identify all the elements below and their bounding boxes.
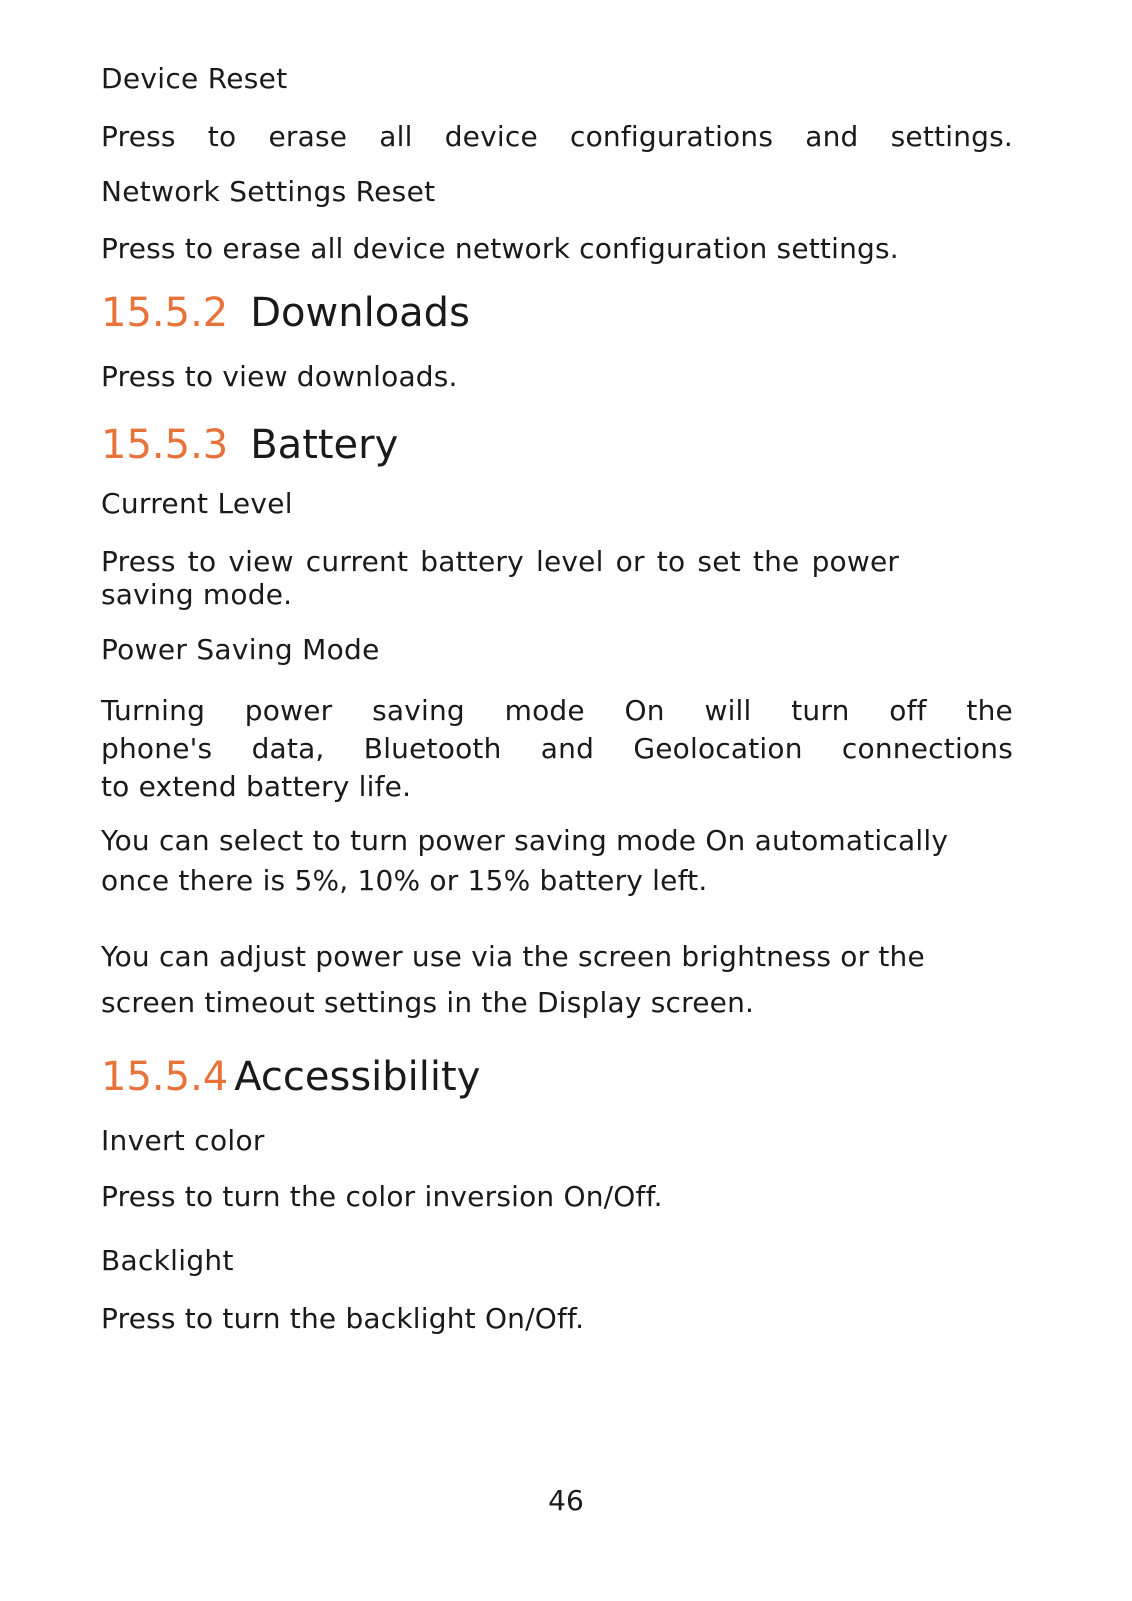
network-reset-text: Press to erase all device network configuration settings. xyxy=(101,232,899,265)
backlight-heading: Backlight xyxy=(101,1244,234,1277)
accessibility-section-heading xyxy=(101,1054,480,1100)
current-level-text-line1: Press to view current battery level or to set the power xyxy=(101,545,900,578)
downloads-text: Press to view downloads. xyxy=(101,360,458,393)
device-reset-text: Press to erase all device configurations and settings. xyxy=(101,120,1013,153)
device-reset-heading: Device Reset xyxy=(101,62,288,95)
power-saving-para1-line3: to extend battery life. xyxy=(101,770,412,803)
downloads-section-number: 15.5.2 xyxy=(101,290,229,336)
network-reset-heading: Network Settings Reset xyxy=(101,175,436,208)
battery-section-heading xyxy=(101,422,398,468)
accessibility-section-title: Accessibility xyxy=(234,1054,481,1100)
power-saving-para3-line2: screen timeout settings in the Display screen. xyxy=(101,986,755,1019)
power-saving-para1-line1: Turning power saving mode On will turn off the xyxy=(101,694,1013,727)
current-level-text-line2: saving mode. xyxy=(101,578,293,611)
power-saving-para2-line2: once there is 5%, 10% or 15% battery left. xyxy=(101,864,708,897)
power-saving-heading: Power Saving Mode xyxy=(101,633,380,666)
current-level-heading: Current Level xyxy=(101,487,293,520)
backlight-text: Press to turn the backlight On/Off. xyxy=(101,1302,585,1335)
invert-color-text: Press to turn the color inversion On/Off. xyxy=(101,1180,663,1213)
power-saving-para3-line1: You can adjust power use via the screen brightness or the xyxy=(101,940,925,973)
power-saving-para1-line2: phone's data, Bluetooth and Geolocation connections xyxy=(101,732,1013,765)
page-number: 46 xyxy=(548,1484,584,1517)
battery-section-number: 15.5.3 xyxy=(101,422,229,468)
power-saving-para2-line1: You can select to turn power saving mode On automatically xyxy=(101,824,949,857)
battery-section-title: Battery xyxy=(250,422,399,468)
downloads-section-heading xyxy=(101,290,470,336)
accessibility-section-number: 15.5.4 xyxy=(101,1054,229,1100)
downloads-section-title: Downloads xyxy=(250,290,470,336)
invert-color-heading: Invert color xyxy=(101,1124,265,1157)
